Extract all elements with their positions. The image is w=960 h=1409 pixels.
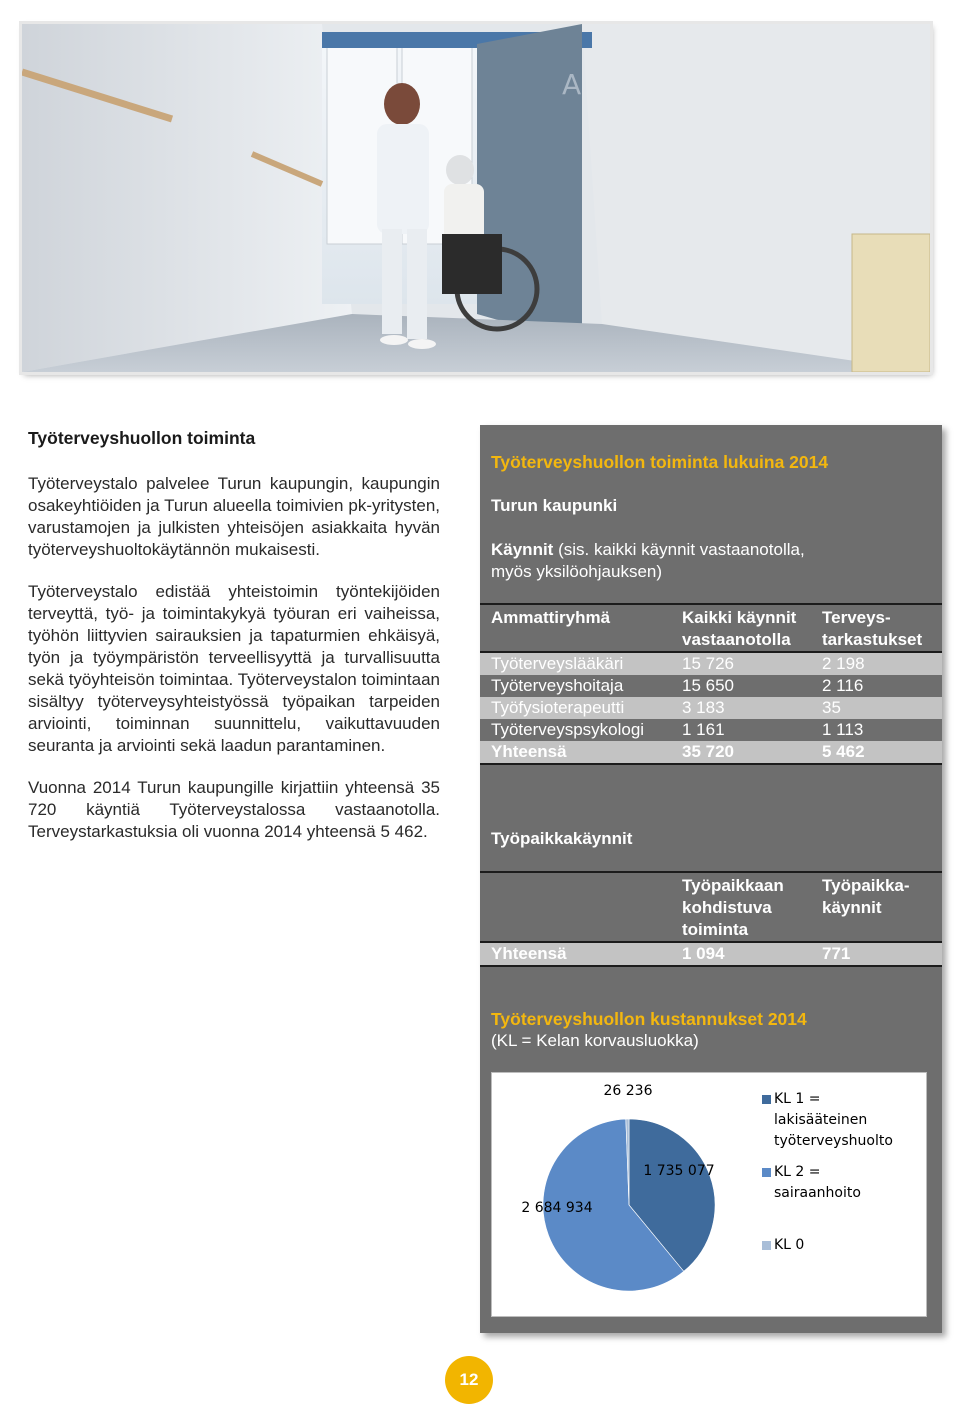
header-all-visits: Kaikki käynnit vastaanotolla (682, 608, 797, 649)
header-profession: Ammattiryhmä (491, 608, 611, 627)
header-workplace-activity: Työpaikkaan kohdistuva toiminta (682, 876, 784, 939)
table-row (480, 697, 942, 719)
paragraph-3: Vuonna 2014 Turun kaupungille kirjattiin yhteensä 35 720 käyntiä Työterveystalossa vastaanotolla. Terveystarkastuksia oli vuonna 2014 yhteensä 5 462. (28, 778, 440, 841)
pie-value-label-0: 1 735 077 (643, 1163, 715, 1179)
organisation-label: Turun kaupunki (491, 496, 618, 515)
table-row (480, 719, 942, 741)
legend-kl1 (774, 1089, 924, 1152)
paragraph-2: Työterveystalo edistää yhteistoimin työntekijöiden terveyttä, työ- ja toimintakykyä työuran eri vaiheissa, työhön liittyvien sairauksien ja tapaturmien ehkäisyä, työn ja työympäristön terveellisyyttä ja turvallisuutta sekä työyhteisön toimintaa. Työterveystalon toimintaan sisältyy työterveysyhteistyössä työpaikan tarpeiden arviointi, toiminnan suunnittelu, vaikuttavuuden seuranta ja arviointi sekä laadun parantaminen. (28, 582, 440, 755)
workplace-total-row (480, 943, 942, 965)
visits-description (491, 540, 805, 560)
visits-label: Käynnit (491, 540, 554, 559)
header-health-checks: Terveys-tarkastukset (822, 608, 923, 649)
visits-note-1: (sis. kaikki käynnit vastaanotolla, (553, 540, 805, 559)
row-checks: 35 (811, 697, 942, 719)
pie-value-label-2: 26 236 (603, 1083, 653, 1099)
intro-text-column (28, 428, 440, 863)
legend-kl1-line3: työterveyshuolto (774, 1133, 893, 1149)
row-profession: Työfysioterapeutti (480, 697, 671, 719)
photo-illustration (22, 24, 930, 372)
row-checks: 2 116 (811, 675, 942, 697)
page-number: 12 (445, 1356, 493, 1404)
legend-swatch-kl0 (762, 1241, 771, 1250)
paragraph-1: Työterveystalo palvelee Turun kaupungin, kaupungin osakeyhtiöiden ja Turun alueella toimivien pk-yritysten, varustamojen ja julkisten yhteisöjen asiakkaita hyvän työterveyshuoltokäytännön mukaisesti. (28, 474, 440, 559)
row-checks: 1 113 (811, 719, 942, 741)
row-profession: Työterveyspsykologi (480, 719, 671, 741)
total-label: Yhteensä (480, 741, 671, 763)
total-workplace-visits: 771 (811, 943, 942, 965)
cost-pie-chart (491, 1072, 927, 1317)
total-activity: 1 094 (671, 943, 811, 965)
table-row (480, 653, 942, 675)
legend-kl2-line2: sairaanhoito (774, 1185, 861, 1201)
workplace-table-header (480, 873, 942, 941)
section-heading: Työterveyshuollon toiminta (28, 428, 256, 448)
legend-kl2 (774, 1162, 924, 1204)
header-empty (480, 873, 671, 941)
total-checks: 5 462 (811, 741, 942, 763)
hospital-corridor-photo (22, 24, 930, 372)
pie-value-label-1: 2 684 934 (521, 1200, 593, 1216)
statistics-panel (480, 425, 942, 1333)
cost-note: (KL = Kelan korvausluokka) (491, 1031, 699, 1050)
row-visits: 1 161 (671, 719, 811, 741)
row-profession: Työterveyslääkäri (480, 653, 671, 675)
legend-kl0 (774, 1235, 924, 1256)
workplace-table (480, 873, 942, 967)
total-label: Yhteensä (480, 943, 671, 965)
row-profession: Työterveyshoitaja (480, 675, 671, 697)
legend-kl1-line1: KL 1 = (774, 1091, 821, 1107)
row-visits: 15 726 (671, 653, 811, 675)
legend-swatch-kl1 (762, 1095, 771, 1104)
visits-total-row (480, 741, 942, 763)
header-workplace-visits: Työpaikka-käynnit (822, 876, 910, 917)
svg-text:A: A (562, 68, 582, 101)
table-row (480, 675, 942, 697)
total-visits: 35 720 (671, 741, 811, 763)
visits-table (480, 605, 942, 765)
cost-title: Työterveyshuollon kustannukset 2014 (491, 1009, 807, 1029)
visits-note-2: myös yksilöohjauksen) (491, 562, 663, 581)
legend-kl2-line1: KL 2 = (774, 1164, 821, 1180)
legend-kl1-line2: lakisääteinen (774, 1112, 868, 1128)
workplace-visits-title: Työpaikkakäynnit (491, 829, 633, 848)
row-checks: 2 198 (811, 653, 942, 675)
row-visits: 3 183 (671, 697, 811, 719)
panel-title: Työterveyshuollon toiminta lukuina 2014 (491, 452, 829, 472)
legend-kl0-line1: KL 0 (774, 1237, 805, 1253)
visits-table-header (480, 605, 942, 651)
row-visits: 15 650 (671, 675, 811, 697)
legend-swatch-kl2 (762, 1168, 771, 1177)
